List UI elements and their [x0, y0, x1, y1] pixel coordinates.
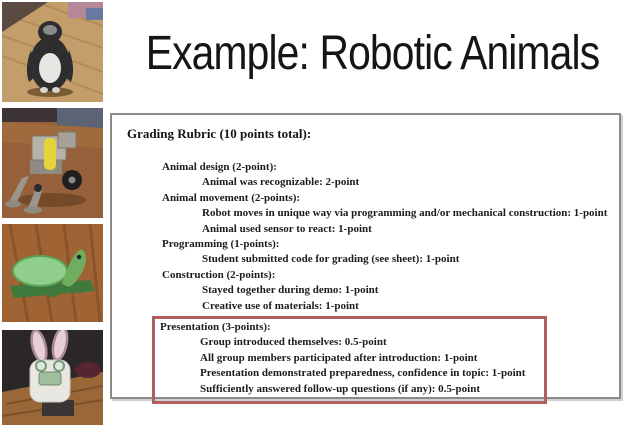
rubric-item: Stayed together during demo: 1-point — [202, 284, 379, 297]
rubric-item: Animal was recognizable: 2-point — [202, 176, 360, 189]
grading-rubric-box — [110, 113, 621, 399]
bunny-robot-image — [2, 330, 103, 425]
rubric-item: Robot moves in unique way via programming and/or mechanical construction: 1-point — [202, 207, 608, 220]
rubric-item: Presentation demonstrated preparedness, confidence in topic: 1-point — [200, 367, 526, 380]
rubric-section-programming — [112, 237, 615, 268]
rubric-item: Sufficiently answered follow-up questions (if any): 0.5-point — [200, 382, 481, 395]
rubric-section-label: Presentation (3-points): — [160, 321, 271, 334]
rubric-heading: Grading Rubric (10 points total): — [127, 126, 312, 141]
photo-bunny-robot — [2, 330, 103, 425]
photo-penguin-robot — [2, 2, 103, 102]
lego-dog-robot-image — [2, 108, 103, 218]
rubric-item: Animal used sensor to react: 1-point — [202, 222, 372, 235]
rubric-section-label: Construction (2-points): — [162, 268, 276, 281]
rubric-section-label: Animal movement (2-points): — [162, 191, 301, 204]
rubric-section-label: Animal design (2-point): — [162, 161, 277, 173]
rubric-section-animal-design — [112, 160, 615, 191]
rubric-section-label: Programming (1-points): — [162, 238, 280, 251]
photo-lego-dog-robot — [2, 108, 103, 218]
rubric-item: Group introduced themselves: 0.5-point — [200, 336, 387, 349]
rubric-section-construction — [112, 268, 615, 314]
rubric-item: Creative use of materials: 1-point — [202, 299, 359, 312]
slide-title: Example: Robotic Animals — [145, 27, 600, 80]
rubric-item: All group members participated after introduction: 1-point — [200, 351, 478, 364]
rubric-item: Student submitted code for grading (see sheet): 1-point — [202, 253, 460, 266]
rubric-section-presentation-highlight-box — [152, 316, 547, 404]
photo-turtle-robot — [2, 224, 103, 322]
rubric-body — [112, 160, 615, 404]
penguin-robot-image — [2, 2, 103, 102]
rubric-section-animal-movement — [112, 191, 615, 237]
turtle-robot-image — [2, 224, 103, 322]
